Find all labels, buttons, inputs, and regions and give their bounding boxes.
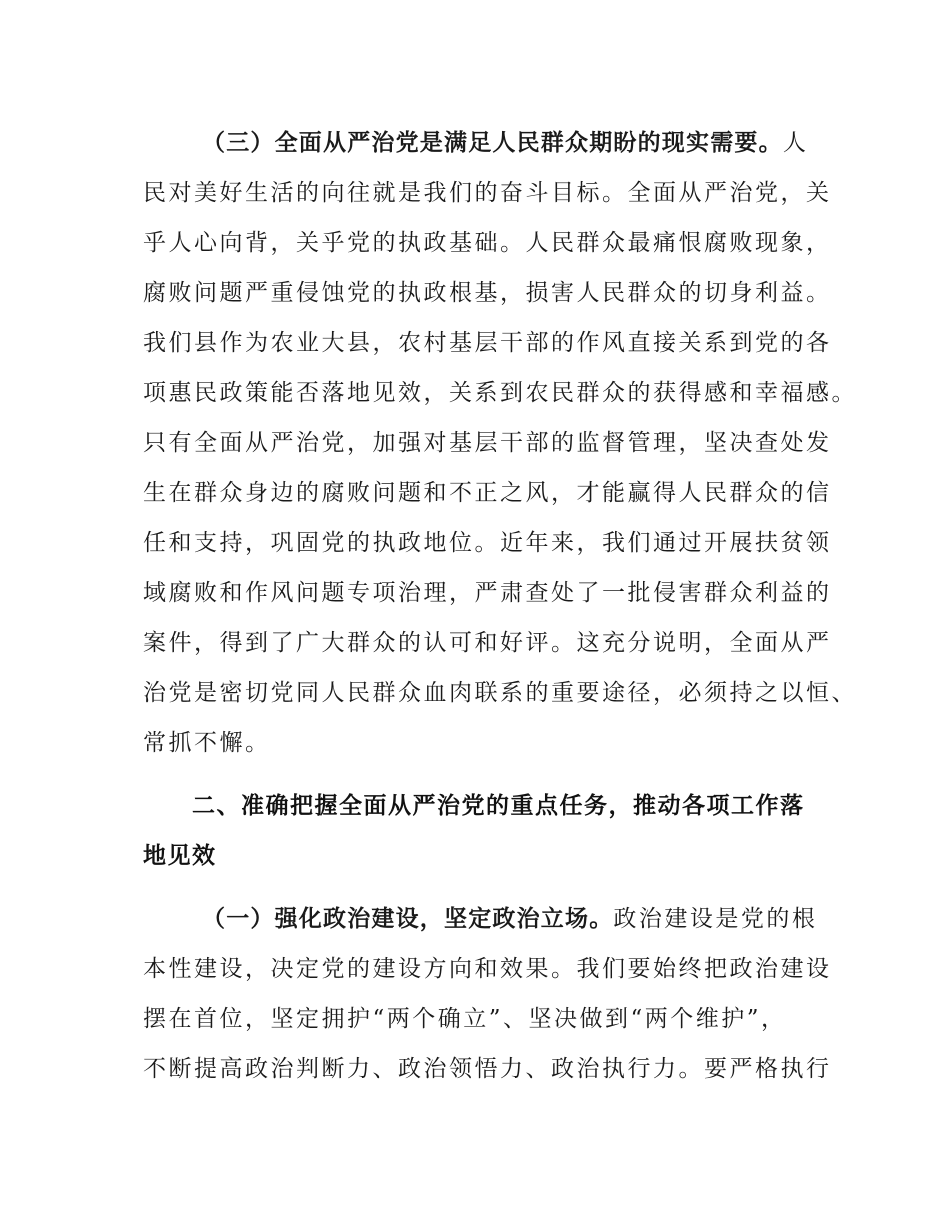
paragraph-line: 摆在首位，坚定拥护“两个确立”、坚决做到“两个维护”，	[143, 1006, 787, 1032]
section-heading-2: 二、准确把握全面从严治党的重点任务，推动各项工作落	[192, 793, 805, 819]
paragraph-line: 只有全面从严治党，加强对基层干部的监督管理，坚决查处发	[143, 430, 832, 456]
paragraph-line: 乎人心向背，关乎党的执政基础。人民群众最痛恨腐败现象，	[143, 230, 832, 256]
subsection-title-3: （三）全面从严治党是满足人民群众期盼的现实需要。	[202, 130, 783, 156]
paragraph-line: 案件，得到了广大群众的认可和好评。这充分说明，全面从严	[143, 630, 832, 656]
paragraph-line: 本性建设，决定党的建设方向和效果。我们要始终把政治建设	[143, 956, 832, 982]
section-heading-2-continued: 地见效	[143, 843, 217, 869]
paragraph-line: 不断提高政治判断力、政治领悟力、政治执行力。要严格执行	[143, 1056, 832, 1082]
paragraph-line: 域腐败和作风问题专项治理，严肃查处了一批侵害群众利益的	[143, 580, 832, 606]
paragraph-line: 治党是密切党同人民群众血肉联系的重要途径，必须持之以恒、	[143, 680, 857, 706]
paragraph-line: 民对美好生活的向往就是我们的奋斗目标。全面从严治党，关	[143, 180, 832, 206]
paragraph-line: 生在群众身边的腐败问题和不正之风，才能赢得人民群众的信	[143, 480, 832, 506]
paragraph-line: 腐败问题严重侵蚀党的执政根基，损害人民群众的切身利益。	[143, 280, 832, 306]
paragraph-text: 政治建设是党的根	[613, 906, 818, 932]
paragraph-line: 任和支持，巩固党的执政地位。近年来，我们通过开展扶贫领	[143, 530, 832, 556]
paragraph-line	[202, 904, 817, 934]
paragraph-line	[202, 128, 808, 158]
paragraph-line: 常抓不懈。	[143, 730, 271, 756]
paragraph-line: 我们县作为农业大县，农村基层干部的作风直接关系到党的各	[143, 330, 832, 356]
subsection-title-1: （一）强化政治建设，坚定政治立场。	[202, 906, 614, 932]
paragraph-line: 项惠民政策能否落地见效，关系到农民群众的获得感和幸福感。	[143, 380, 857, 406]
paragraph-text: 人	[782, 130, 809, 156]
